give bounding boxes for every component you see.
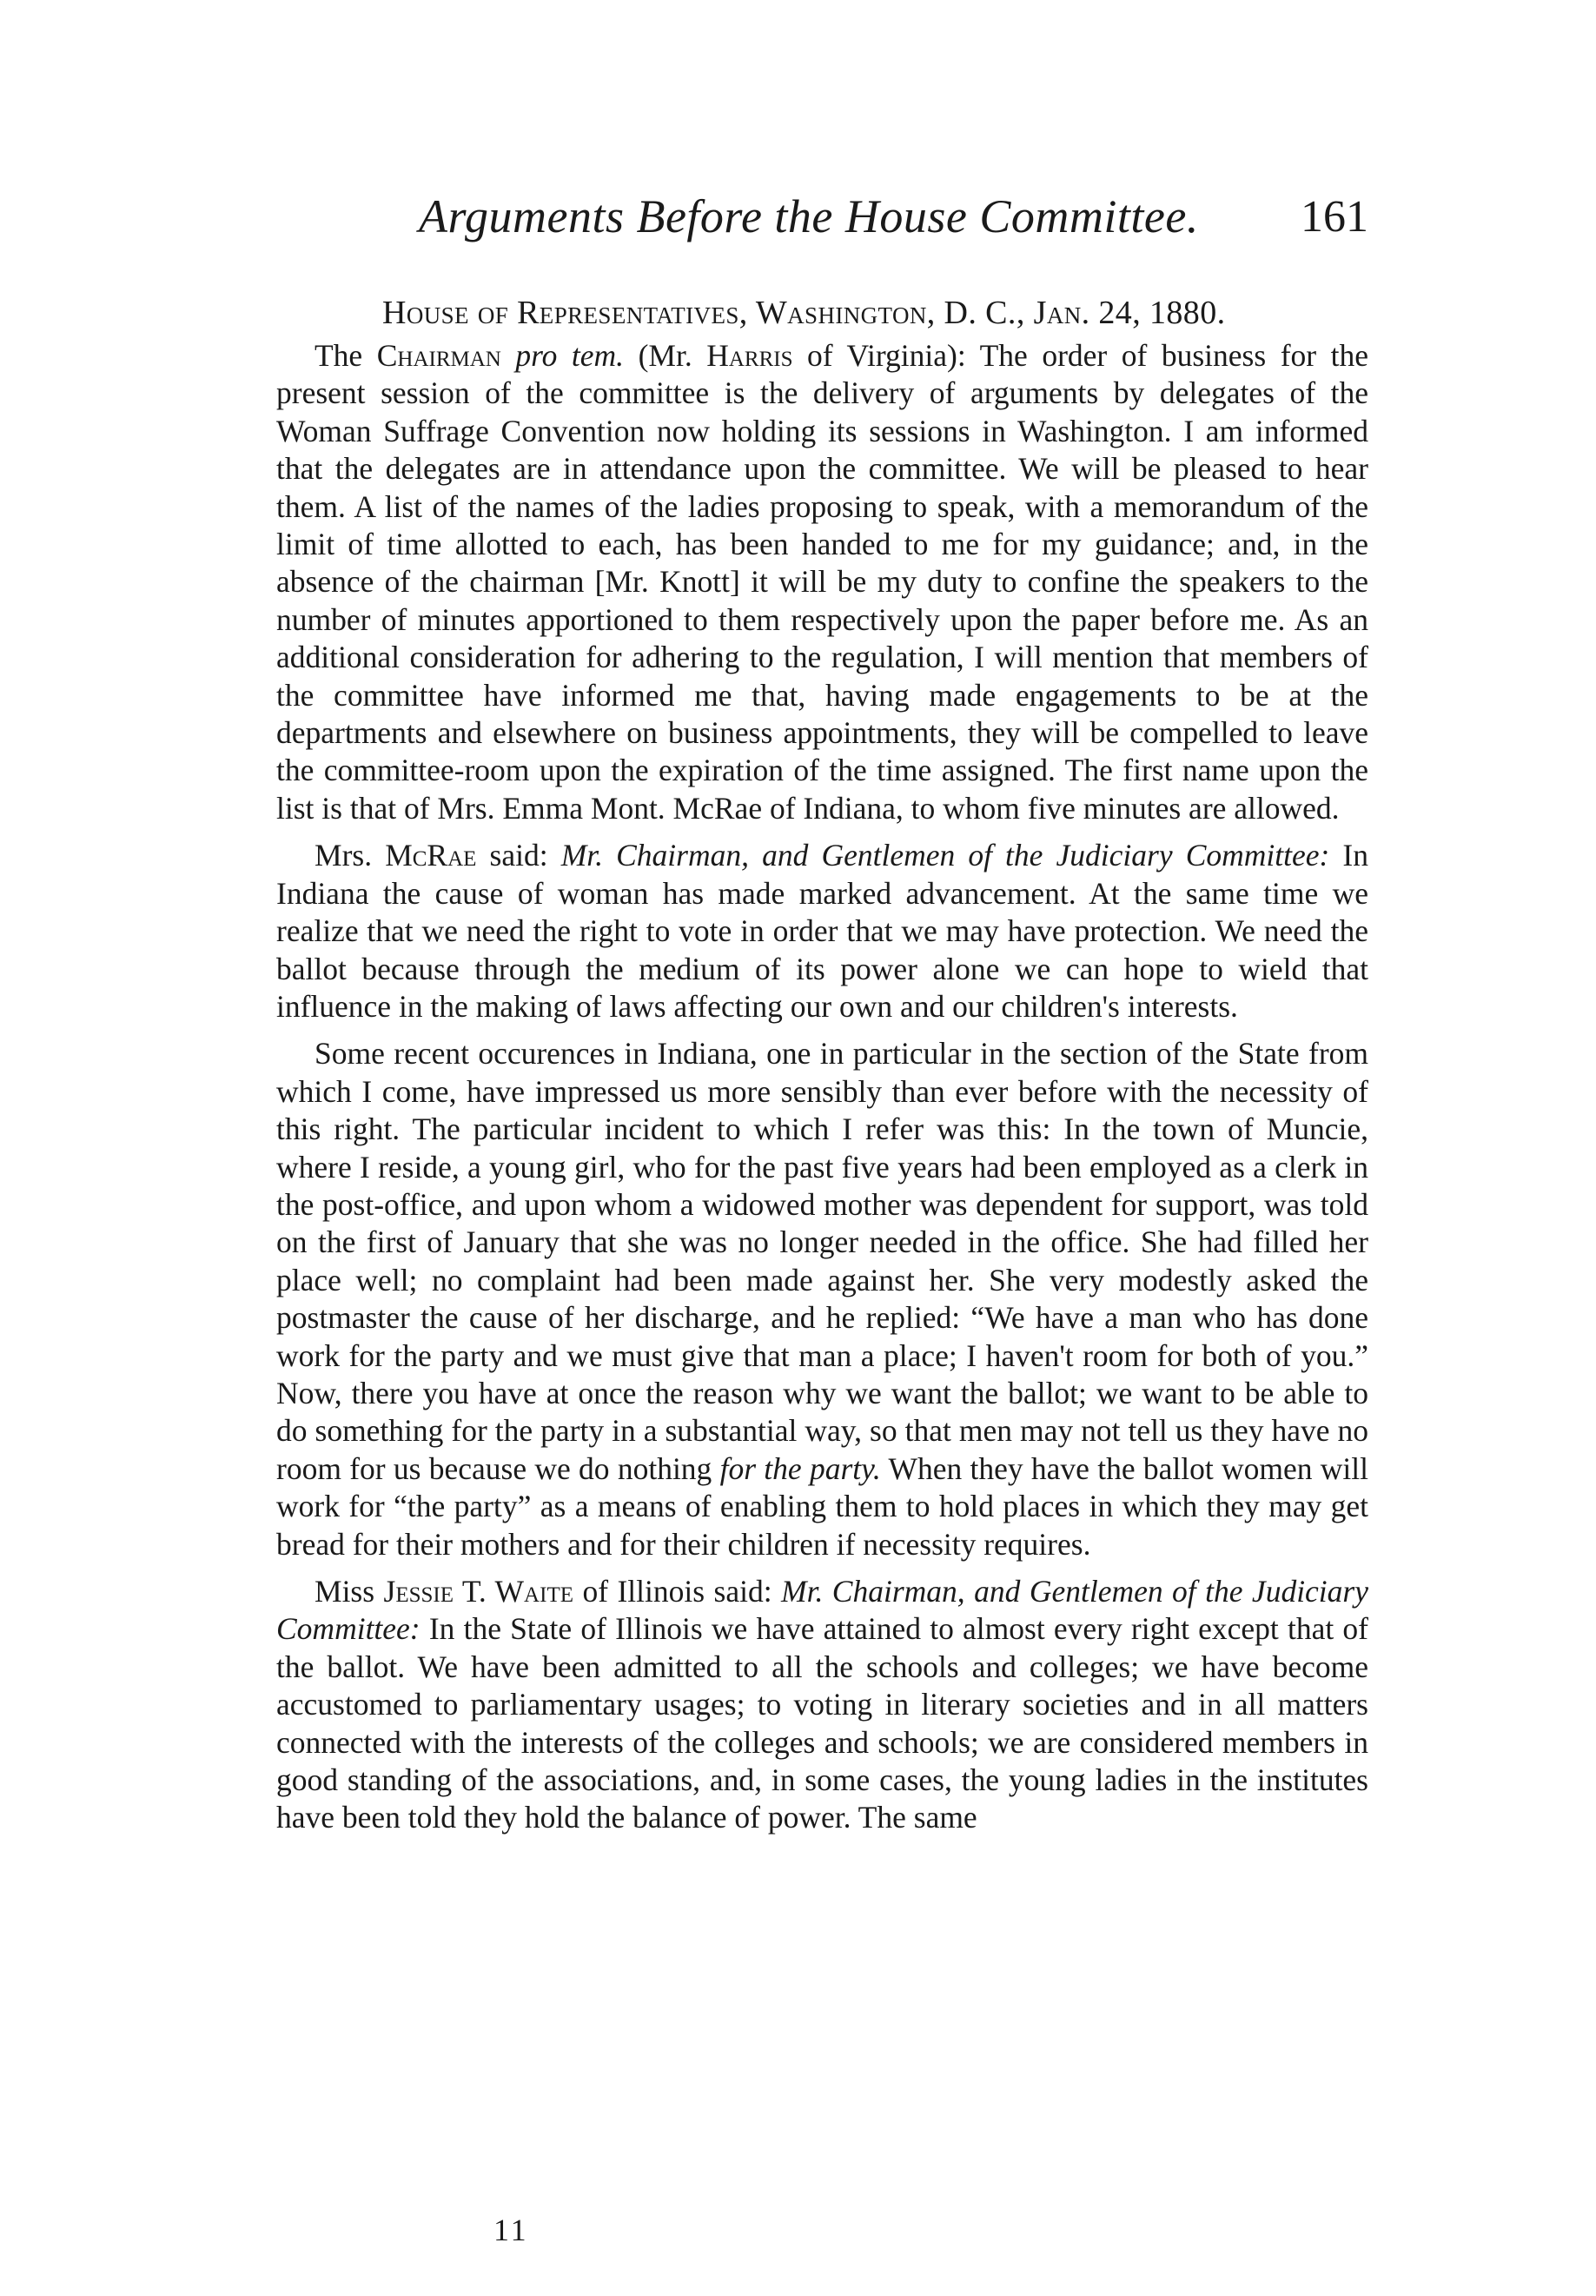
mcrae-said: said: (476, 838, 561, 873)
chairman-pre: The (315, 338, 377, 373)
dateline (382, 294, 1226, 332)
muncie-text: Some recent occurences in Indiana, one in particular in the section of the State from which I come, have impressed us more sensibly than ever before with the necessity of this right. The particular incident to which I refer was this: In the town of Muncie, where I reside, a young girl, who for the past five years had been employed as a clerk in the post-office, and upon whom a widowed mother was dependent for support, was told on the first of January that she was no longer needed in the office. She had filled her place well; no complaint had been made against her. She very modestly asked the postmaster the cause of her discharge, and he replied: “We have a man who has done work for the party and we must give that man a place; I haven't room for both of you.” Now, there you have at once the reason why we want the ballot; we want to be able to do something for the party in a substantial way, so that men may not tell us they have no room for us because we do nothing (276, 1036, 1368, 1486)
mcrae-text: In Indiana the cause of woman has made marked advancement. At the same time we realize that we need the right to vote in order that we may have protection. We need the ballot because through the medium of its power alone we can hope to wield that influence in the making of laws affecting our own and our children's interests. (276, 838, 1369, 1024)
muncie-text-2: When they have the ballot women will work for “the party” as a means of enabling them to hold places in which they may get bread for their mothers and for their children if necessity requires. (276, 1450, 1368, 1562)
waite-pre: Miss (315, 1574, 384, 1609)
mcrae-address: Mr. Chairman, and Gentlemen of the Judiciary Committee: (560, 838, 1330, 873)
paragraph-muncie (276, 1035, 1368, 1563)
muncie-emphasis: for the party. (719, 1450, 881, 1486)
pro-tem: pro tem. (500, 338, 625, 373)
paragraph-mcrae (276, 837, 1368, 1025)
waite-address: Mr. Chairman, and Gentlemen of the Judiciary Committee: (276, 1574, 1368, 1647)
paren-open: (Mr. (624, 338, 707, 373)
running-title: Arguments Before the House Committee. (419, 190, 1199, 242)
running-head (419, 189, 1368, 250)
signature-mark: 11 (493, 2213, 529, 2247)
paragraph-waite (276, 1573, 1368, 1837)
dateline-rest: Washington, D. C., Jan. 24, 1880. (747, 295, 1226, 331)
speaker-chairman: Chairman (376, 338, 501, 373)
body-text (276, 337, 1368, 1837)
speaker-waite: Jessie T. Waite (383, 1574, 573, 1609)
page-number: 161 (1301, 192, 1368, 242)
speaker-harris: Harris (706, 338, 793, 373)
speaker-mcrae: McRae (385, 838, 477, 873)
dateline-house: House of Representatives, (382, 295, 748, 331)
chairman-text: of Virginia): The order of business for the present session of the committee is the delivery of arguments by delegates of the Woman Suffrage Convention now holding its sessions in Washington. I am informed that the delegates are in attendance upon the committee. We will be pleased to hear them. A list of the names of the ladies proposing to speak, with a memorandum of the limit of time allotted to each, has been handed to me for my guidance; and, in the absence of the chairman [Mr. Knott] it will be my duty to confine the speakers to the number of minutes apportioned to them respectively upon the paper before me. As an additional consideration for adhering to the regulation, I will mention that members of the committee have informed me that, having made engagements to be at the departments and elsewhere on business appointments, they will be compelled to leave the committee-room upon the expiration of the time assigned. The first name upon the list is that of Mrs. Emma Mont. McRae of Indiana, to whom five minutes are allowed. (276, 338, 1368, 826)
paragraph-chairman (276, 337, 1368, 827)
mcrae-pre: Mrs. (315, 838, 386, 873)
waite-said: of Illinois said: (573, 1574, 782, 1609)
waite-text: In the State of Illinois we have attained to almost every right except that of the ballot. We have been admitted to all the schools and colleges; we have become accustomed to parliamentary usages; to voting in literary societies and in all matters connected with the interests of the colleges and schools; we are considered members in good standing of the associations, and, in some cases, the young ladies in the institutes have been told they hold the balance of power. The same (276, 1611, 1368, 1835)
